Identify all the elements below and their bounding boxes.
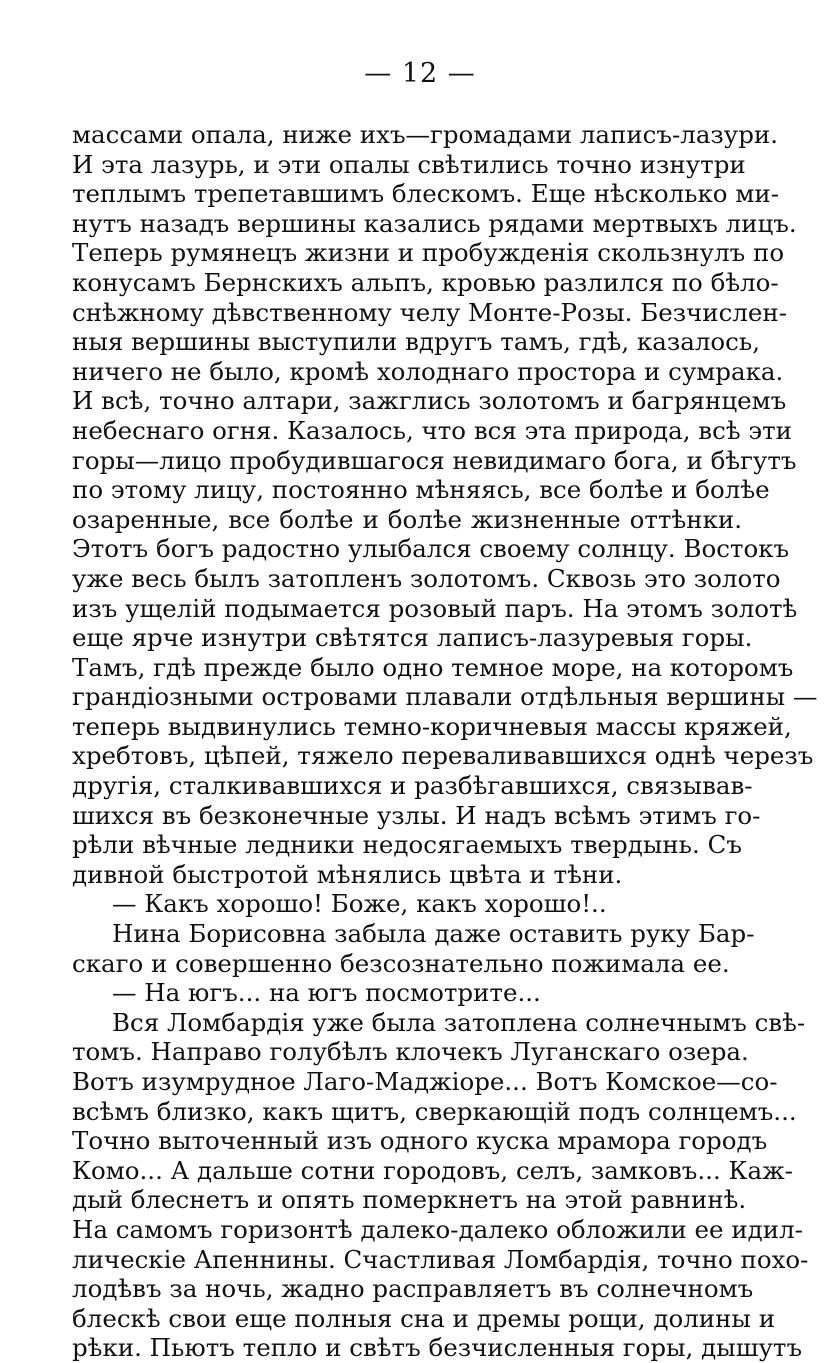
text-line: рѣки. Пьютъ тепло и свѣтъ безчисленныя горы, дышутъ — [72, 1333, 803, 1363]
text-line: Вотъ изумрудное Лаго-Маджіоре... Вотъ Комское—со- — [72, 1067, 778, 1096]
page-number: — 12 — — [364, 58, 476, 89]
text-line: снѣжному дѣвственному челу Монте-Розы. Безчислен- — [72, 297, 788, 327]
text-line: Этотъ богъ радостно улыбался своему солнцу. Востокъ — [72, 534, 790, 564]
text-line: И всѣ, точно алтари, зажглись золотомъ и багрянцемъ — [72, 386, 787, 416]
text-line: горы—лицо пробудившагося невидимаго бога, и бѣгутъ — [72, 445, 797, 475]
text-line: дивной быстротой мѣнялись цвѣта и тѣни. — [72, 859, 623, 889]
text-line: конусамъ Бернскихъ альпъ, кровью разлился по бѣло- — [72, 267, 779, 297]
text-line: рѣли вѣчные ледники недосягаемыхъ твердынь. Съ — [72, 830, 742, 860]
text-line: И эта лазурь, и эти опалы свѣтились точно изнутри — [72, 149, 746, 179]
text-line: Комо... А дальше сотни городовъ, селъ, замковъ... Каж- — [72, 1155, 793, 1185]
text-line: еще ярче изнутри свѣтятся лаписъ-лазуревыя горы. — [72, 623, 753, 653]
text-line: Теперь румянецъ жизни и пробужденія скользнулъ по — [72, 238, 785, 268]
text-line: скаго и совершенно безсознательно пожимала ее. — [72, 948, 730, 978]
text-line: Точно выточенный изъ одного куска мрамора городъ — [72, 1126, 768, 1156]
text-line: изъ ущелій подымается розовый паръ. На этомъ золотѣ — [72, 593, 798, 623]
text-line: уже весь былъ затопленъ золотомъ. Сквозь это золото — [72, 563, 781, 593]
text-line: всѣмъ близко, какъ щитъ, сверкающій подъ солнцемъ... — [72, 1096, 797, 1126]
text-line: другія, сталкивавшихся и разбѣгавшихся, связывав- — [72, 771, 753, 801]
text-line: — Какъ хорошо! Боже, какъ хорошо!.. — [112, 889, 607, 919]
text-line: небеснаго огня. Казалось, что вся эта природа, всѣ эти — [72, 415, 792, 445]
text-line: томъ. Направо голубѣлъ клочекъ Луганскаго озера. — [72, 1037, 749, 1067]
text-line: лодѣвъ за ночь, жадно расправляетъ въ солнечномъ — [72, 1274, 754, 1304]
text-line: нутъ назадъ вершины казались рядами мертвыхъ лицъ. — [72, 208, 797, 238]
text-line: лическіе Апеннины. Счастливая Ломбардія, точно похо- — [72, 1244, 809, 1274]
text-line: ничего не было, кромѣ холоднаго простора и сумрака. — [72, 356, 784, 386]
text-line: — На югъ... на югъ посмотрите... — [112, 978, 541, 1008]
text-line: блескѣ свои еще полныя сна и дремы рощи, долины и — [72, 1303, 776, 1333]
text-line: Тамъ, гдѣ прежде было одно темное море, на которомъ — [72, 652, 794, 682]
text-line: На самомъ горизонтѣ далеко-далеко обложили ее идил- — [72, 1214, 803, 1244]
text-line: шихся въ безконечные узлы. И надъ всѣмъ этимъ го- — [72, 800, 761, 830]
text-line: дый блеснетъ и опять померкнетъ на этой равнинѣ. — [72, 1185, 747, 1215]
text-line: ныя вершины выступили вдругъ тамъ, гдѣ, казалось, — [72, 327, 760, 357]
text-line: озаренные, все болѣе и болѣе жизненные оттѣнки. — [72, 504, 742, 534]
text-line: теплымъ трепетавшимъ блескомъ. Еще нѣсколько ми- — [72, 179, 780, 209]
body-text — [72, 120, 818, 1363]
text-line: Нина Борисовна забыла даже оставить руку Бар- — [112, 919, 755, 949]
text-line: грандіозными островами плавали отдѣльныя вершины — — [72, 682, 818, 712]
text-line: по этому лицу, постоянно мѣняясь, все болѣе и болѣе — [72, 475, 770, 505]
text-line: хребтовъ, цѣпей, тяжело переваливавшихся однѣ черезъ — [72, 741, 814, 771]
text-line: теперь выдвинулись темно-коричневыя массы кряжей, — [72, 711, 792, 741]
text-line: массами опала, ниже ихъ—громадами лаписъ-лазури. — [72, 120, 779, 149]
text-line: Вся Ломбардія уже была затоплена солнечнымъ свѣ- — [112, 1007, 806, 1037]
